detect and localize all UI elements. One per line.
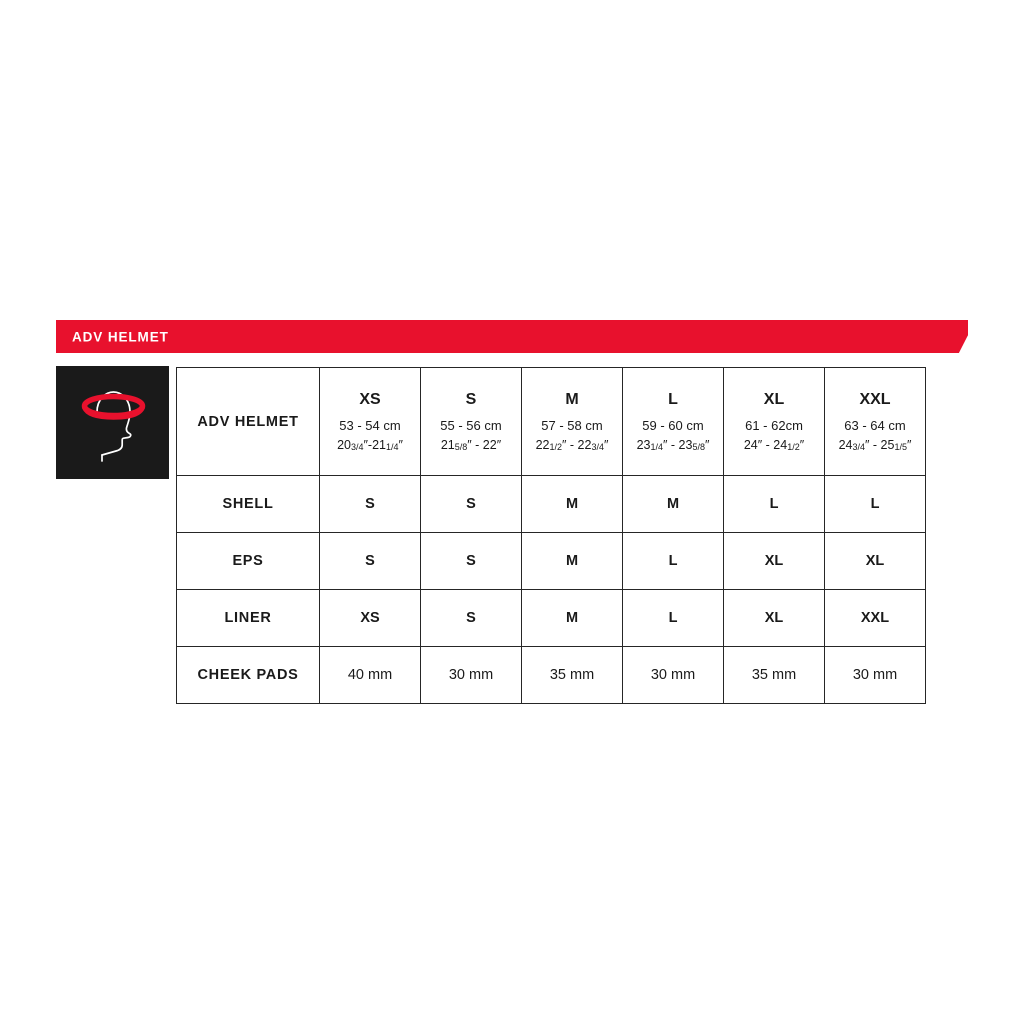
cell-eps-m: M (522, 533, 623, 590)
cell-shell-xxl: L (825, 476, 926, 533)
banner-title: ADV HELMET (72, 329, 169, 344)
cell-shell-xs: S (320, 476, 421, 533)
table-row (177, 533, 926, 590)
cell-cheek-xs: 40 mm (320, 647, 421, 704)
cell-liner-s: S (421, 590, 522, 647)
size-inch-s: $21_{5/8}'' - 22''$ (440, 437, 502, 453)
header-cell-xl (724, 368, 825, 476)
cell-cheek-m: 35 mm (522, 647, 623, 704)
cell-eps-xl: XL (724, 533, 825, 590)
size-inch-xxl: $24_{3/4}'' - 25_{1/5}''$ (838, 437, 912, 453)
row-label-eps: EPS (177, 533, 320, 590)
header-cell-xs (320, 368, 421, 476)
size-cm-l: 59 - 60 cm (642, 417, 704, 433)
row-label-adv-helmet: ADV HELMET (177, 368, 320, 476)
table-row (177, 476, 926, 533)
cell-eps-l: L (623, 533, 724, 590)
cell-shell-s: S (421, 476, 522, 533)
cell-cheek-s: 30 mm (421, 647, 522, 704)
cell-shell-xl: L (724, 476, 825, 533)
row-label-cheek-pads: CHEEK PADS (177, 647, 320, 704)
size-chart-table (176, 367, 926, 704)
table-row (177, 590, 926, 647)
table-row-head (177, 368, 926, 476)
size-name-l: L (668, 390, 678, 408)
size-inch-xs: $20_{3/4}''-21_{1/4}''$ (337, 437, 403, 453)
header-cell-xxl (825, 368, 926, 476)
size-name-xxl: XXL (859, 390, 891, 408)
row-label-shell: SHELL (177, 476, 320, 533)
banner-background (56, 320, 968, 353)
size-name-xs: XS (359, 390, 381, 408)
row-label-liner: LINER (177, 590, 320, 647)
size-name-xl: XL (763, 390, 785, 408)
section-banner (56, 320, 968, 353)
size-cm-xs: 53 - 54 cm (339, 417, 401, 433)
cell-cheek-xxl: 30 mm (825, 647, 926, 704)
size-inch-l: $23_{1/4}'' - 23_{5/8}''$ (636, 437, 710, 453)
size-cm-s: 55 - 56 cm (440, 417, 502, 433)
cell-liner-l: L (623, 590, 724, 647)
cell-eps-xs: S (320, 533, 421, 590)
cell-liner-xl: XL (724, 590, 825, 647)
size-inch-m: $22_{1/2}'' - 22_{3/4}''$ (535, 437, 609, 453)
cell-cheek-l: 30 mm (623, 647, 724, 704)
size-cm-xl: 61 - 62cm (745, 417, 803, 433)
cell-eps-s: S (421, 533, 522, 590)
header-cell-l (623, 368, 724, 476)
cell-cheek-xl: 35 mm (724, 647, 825, 704)
size-inch-xl: $24'' - 24_{1/2}''$ (743, 437, 805, 453)
cell-eps-xxl: XL (825, 533, 926, 590)
size-cm-m: 57 - 58 cm (541, 417, 603, 433)
cell-liner-xxl: XXL (825, 590, 926, 647)
size-name-s: S (465, 390, 477, 408)
table-row (177, 647, 926, 704)
header-cell-s (421, 368, 522, 476)
cell-shell-m: M (522, 476, 623, 533)
size-cm-xxl: 63 - 64 cm (844, 417, 906, 433)
header-cell-m (522, 368, 623, 476)
cell-shell-l: M (623, 476, 724, 533)
cell-liner-m: M (522, 590, 623, 647)
cell-liner-xs: XS (320, 590, 421, 647)
size-name-m: M (565, 390, 579, 408)
head-with-measuring-tape-icon (56, 366, 169, 479)
